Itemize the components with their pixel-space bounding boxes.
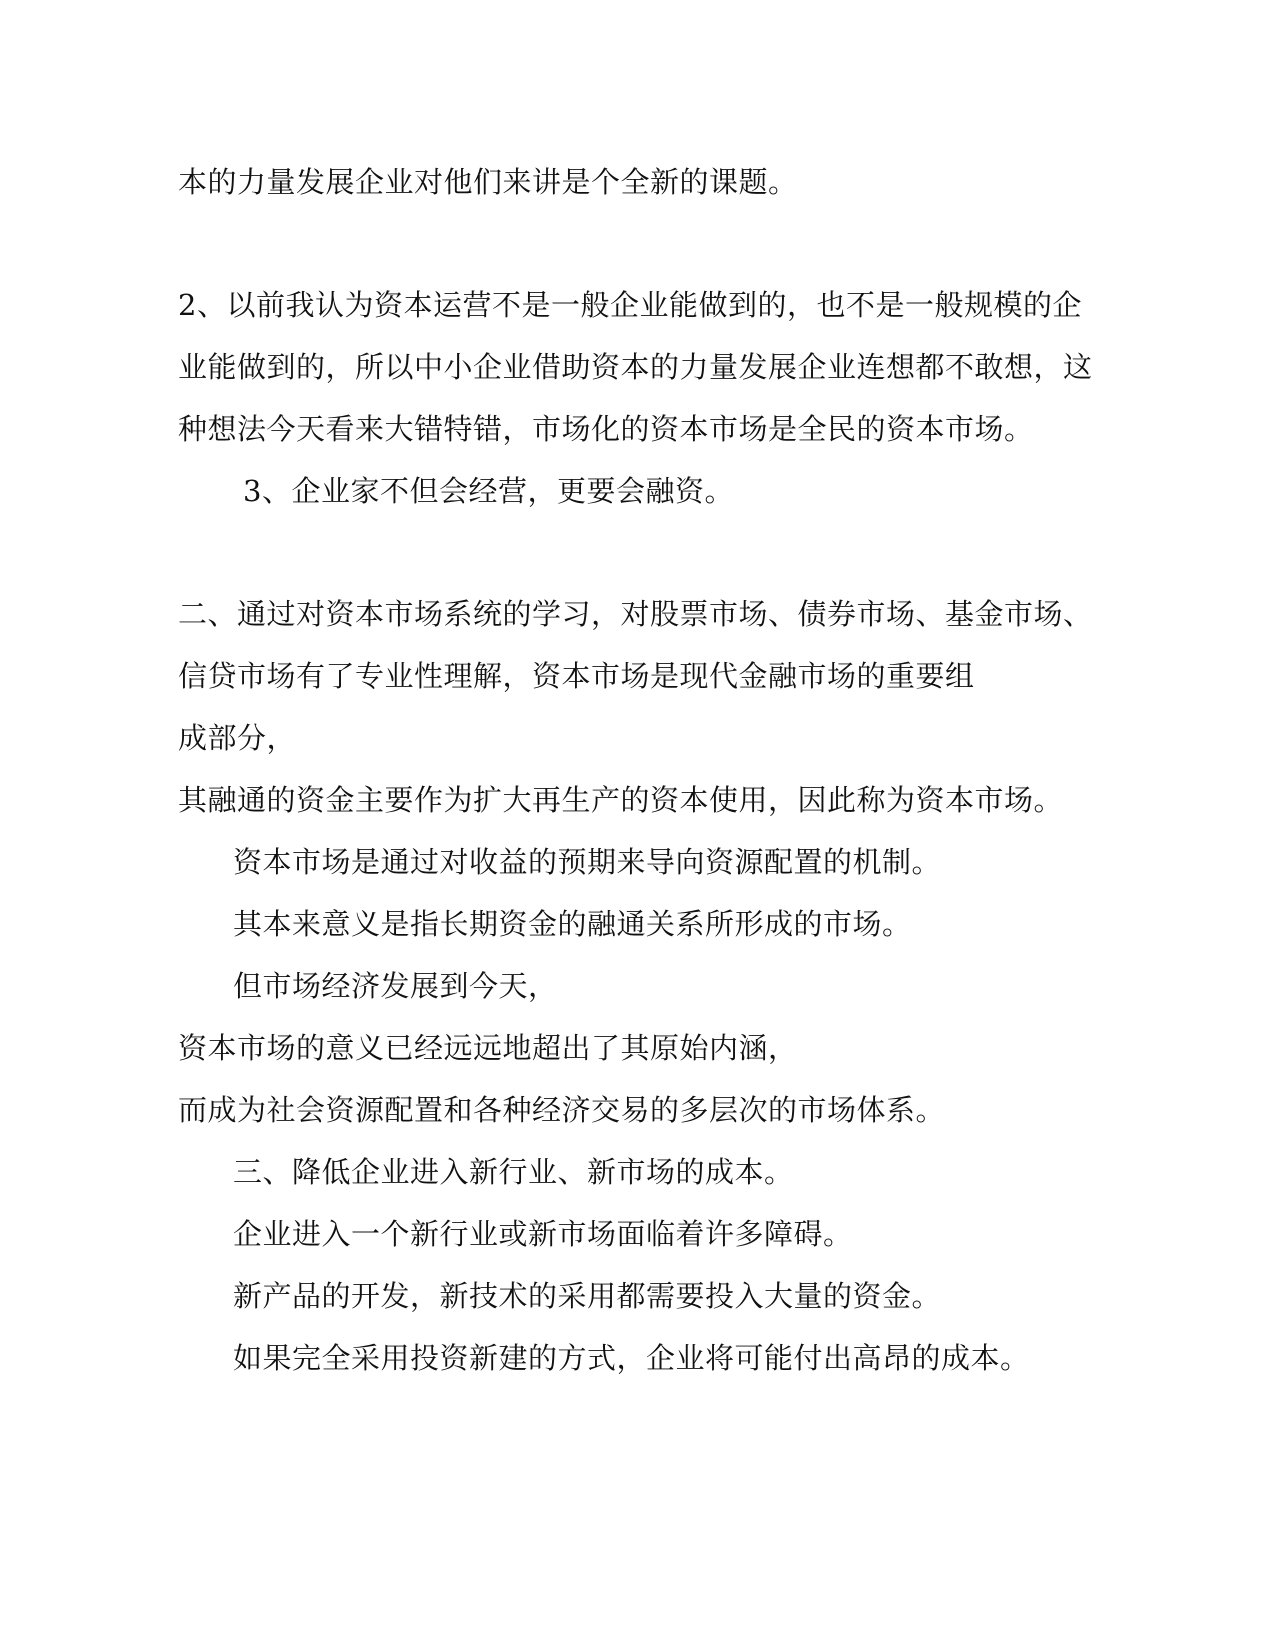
text-line: 资本市场的意义已经远远地超出了其原始内涵，	[178, 1031, 798, 1065]
text-line: 二、通过对资本市场系统的学习，对股票市场、债券市场、基金市场、	[178, 597, 1093, 631]
text-line: 信贷市场有了专业性理解，资本市场是现代金融市场的重要组	[178, 659, 975, 693]
text-line: 其融通的资金主要作为扩大再生产的资本使用，因此称为资本市场。	[178, 783, 1064, 817]
text-line: 三、降低企业进入新行业、新市场的成本。	[233, 1155, 794, 1189]
text-line: 3、企业家不但会经营，更要会融资。	[243, 474, 734, 508]
text-line: 本的力量发展企业对他们来讲是个全新的课题。	[178, 165, 798, 199]
text-line: 如果完全采用投资新建的方式，企业将可能付出高昂的成本。	[233, 1341, 1030, 1375]
text-line: 但市场经济发展到今天，	[233, 969, 558, 1003]
text-line: 2、以前我认为资本运营不是一般企业能做到的，也不是一般规模的企	[178, 288, 1082, 322]
text-line: 企业进入一个新行业或新市场面临着许多障碍。	[233, 1217, 853, 1251]
text-line: 种想法今天看来大错特错，市场化的资本市场是全民的资本市场。	[178, 412, 1034, 446]
text-line: 而成为社会资源配置和各种经济交易的多层次的市场体系。	[178, 1093, 946, 1127]
text-line: 其本来意义是指长期资金的融通关系所形成的市场。	[233, 907, 912, 941]
text-line: 新产品的开发，新技术的采用都需要投入大量的资金。	[233, 1279, 942, 1313]
text-line: 资本市场是通过对收益的预期来导向资源配置的机制。	[233, 845, 942, 879]
text-line: 业能做到的，所以中小企业借助资本的力量发展企业连想都不敢想，这	[178, 350, 1093, 384]
text-line: 成部分，	[178, 721, 297, 755]
